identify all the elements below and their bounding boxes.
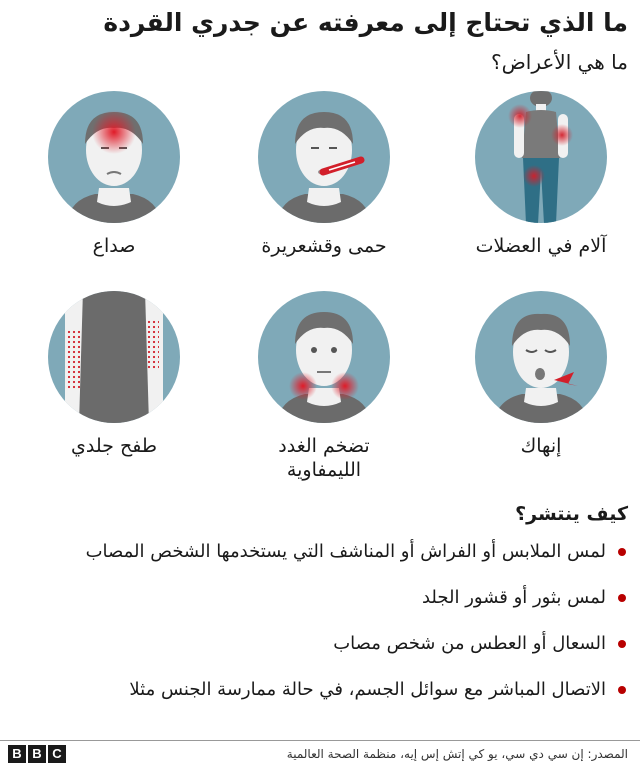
bbc-logo [8, 745, 68, 763]
symptom-exhaustion [441, 290, 640, 458]
symptom-label: آلام في العضلات [475, 235, 607, 257]
symptom-fever [224, 90, 424, 258]
swollen-lymph-nodes-icon [257, 290, 391, 424]
source-note: المصدر: إن سي دي سي، يو كي إتش إس إيه، منظمة الصحة العالمية [286, 747, 628, 761]
bullet-icon [618, 686, 626, 694]
symptom-label [224, 434, 424, 482]
symptom-label: حمى وقشعريرة [261, 235, 387, 257]
muscle-pain-icon [474, 90, 608, 224]
symptom-label: إنهاك [520, 435, 562, 457]
symptom-muscle-pain [441, 90, 640, 258]
bullet-icon [618, 594, 626, 602]
footer-divider [0, 740, 640, 741]
bullet-icon [618, 640, 626, 648]
logo-letter: B [28, 745, 46, 763]
symptoms-heading: ما هي الأعراض؟ [490, 50, 628, 74]
symptom-rash [14, 290, 214, 458]
headache-icon [47, 90, 181, 224]
list-item: لمس الملابس أو الفراش أو المناشف التي يستخدمها الشخص المصاب [12, 540, 628, 564]
list-item: الاتصال المباشر مع سوائل الجسم، في حالة ممارسة الجنس مثلا [12, 678, 628, 702]
logo-letter: C [48, 745, 66, 763]
logo-letter: B [8, 745, 26, 763]
skin-rash-icon [47, 290, 181, 424]
spread-list [12, 540, 628, 724]
list-item: لمس بثور أو قشور الجلد [12, 586, 628, 610]
list-item: السعال أو العطس من شخص مصاب [12, 632, 628, 656]
symptom-label-line2: الليمفاوية [286, 459, 362, 481]
bullet-icon [618, 548, 626, 556]
exhaustion-icon [474, 290, 608, 424]
fever-icon [257, 90, 391, 224]
spread-heading: كيف ينتشر؟ [515, 503, 628, 525]
symptom-label-line1: تضخم الغدد [278, 435, 370, 457]
symptom-lymph-nodes [224, 290, 424, 482]
symptom-headache [14, 90, 214, 258]
symptom-label: صداع [92, 235, 136, 257]
page-title: ما الذي تحتاج إلى معرفته عن جدري القردة [103, 8, 628, 37]
symptom-label: طفح جلدي [71, 435, 157, 457]
